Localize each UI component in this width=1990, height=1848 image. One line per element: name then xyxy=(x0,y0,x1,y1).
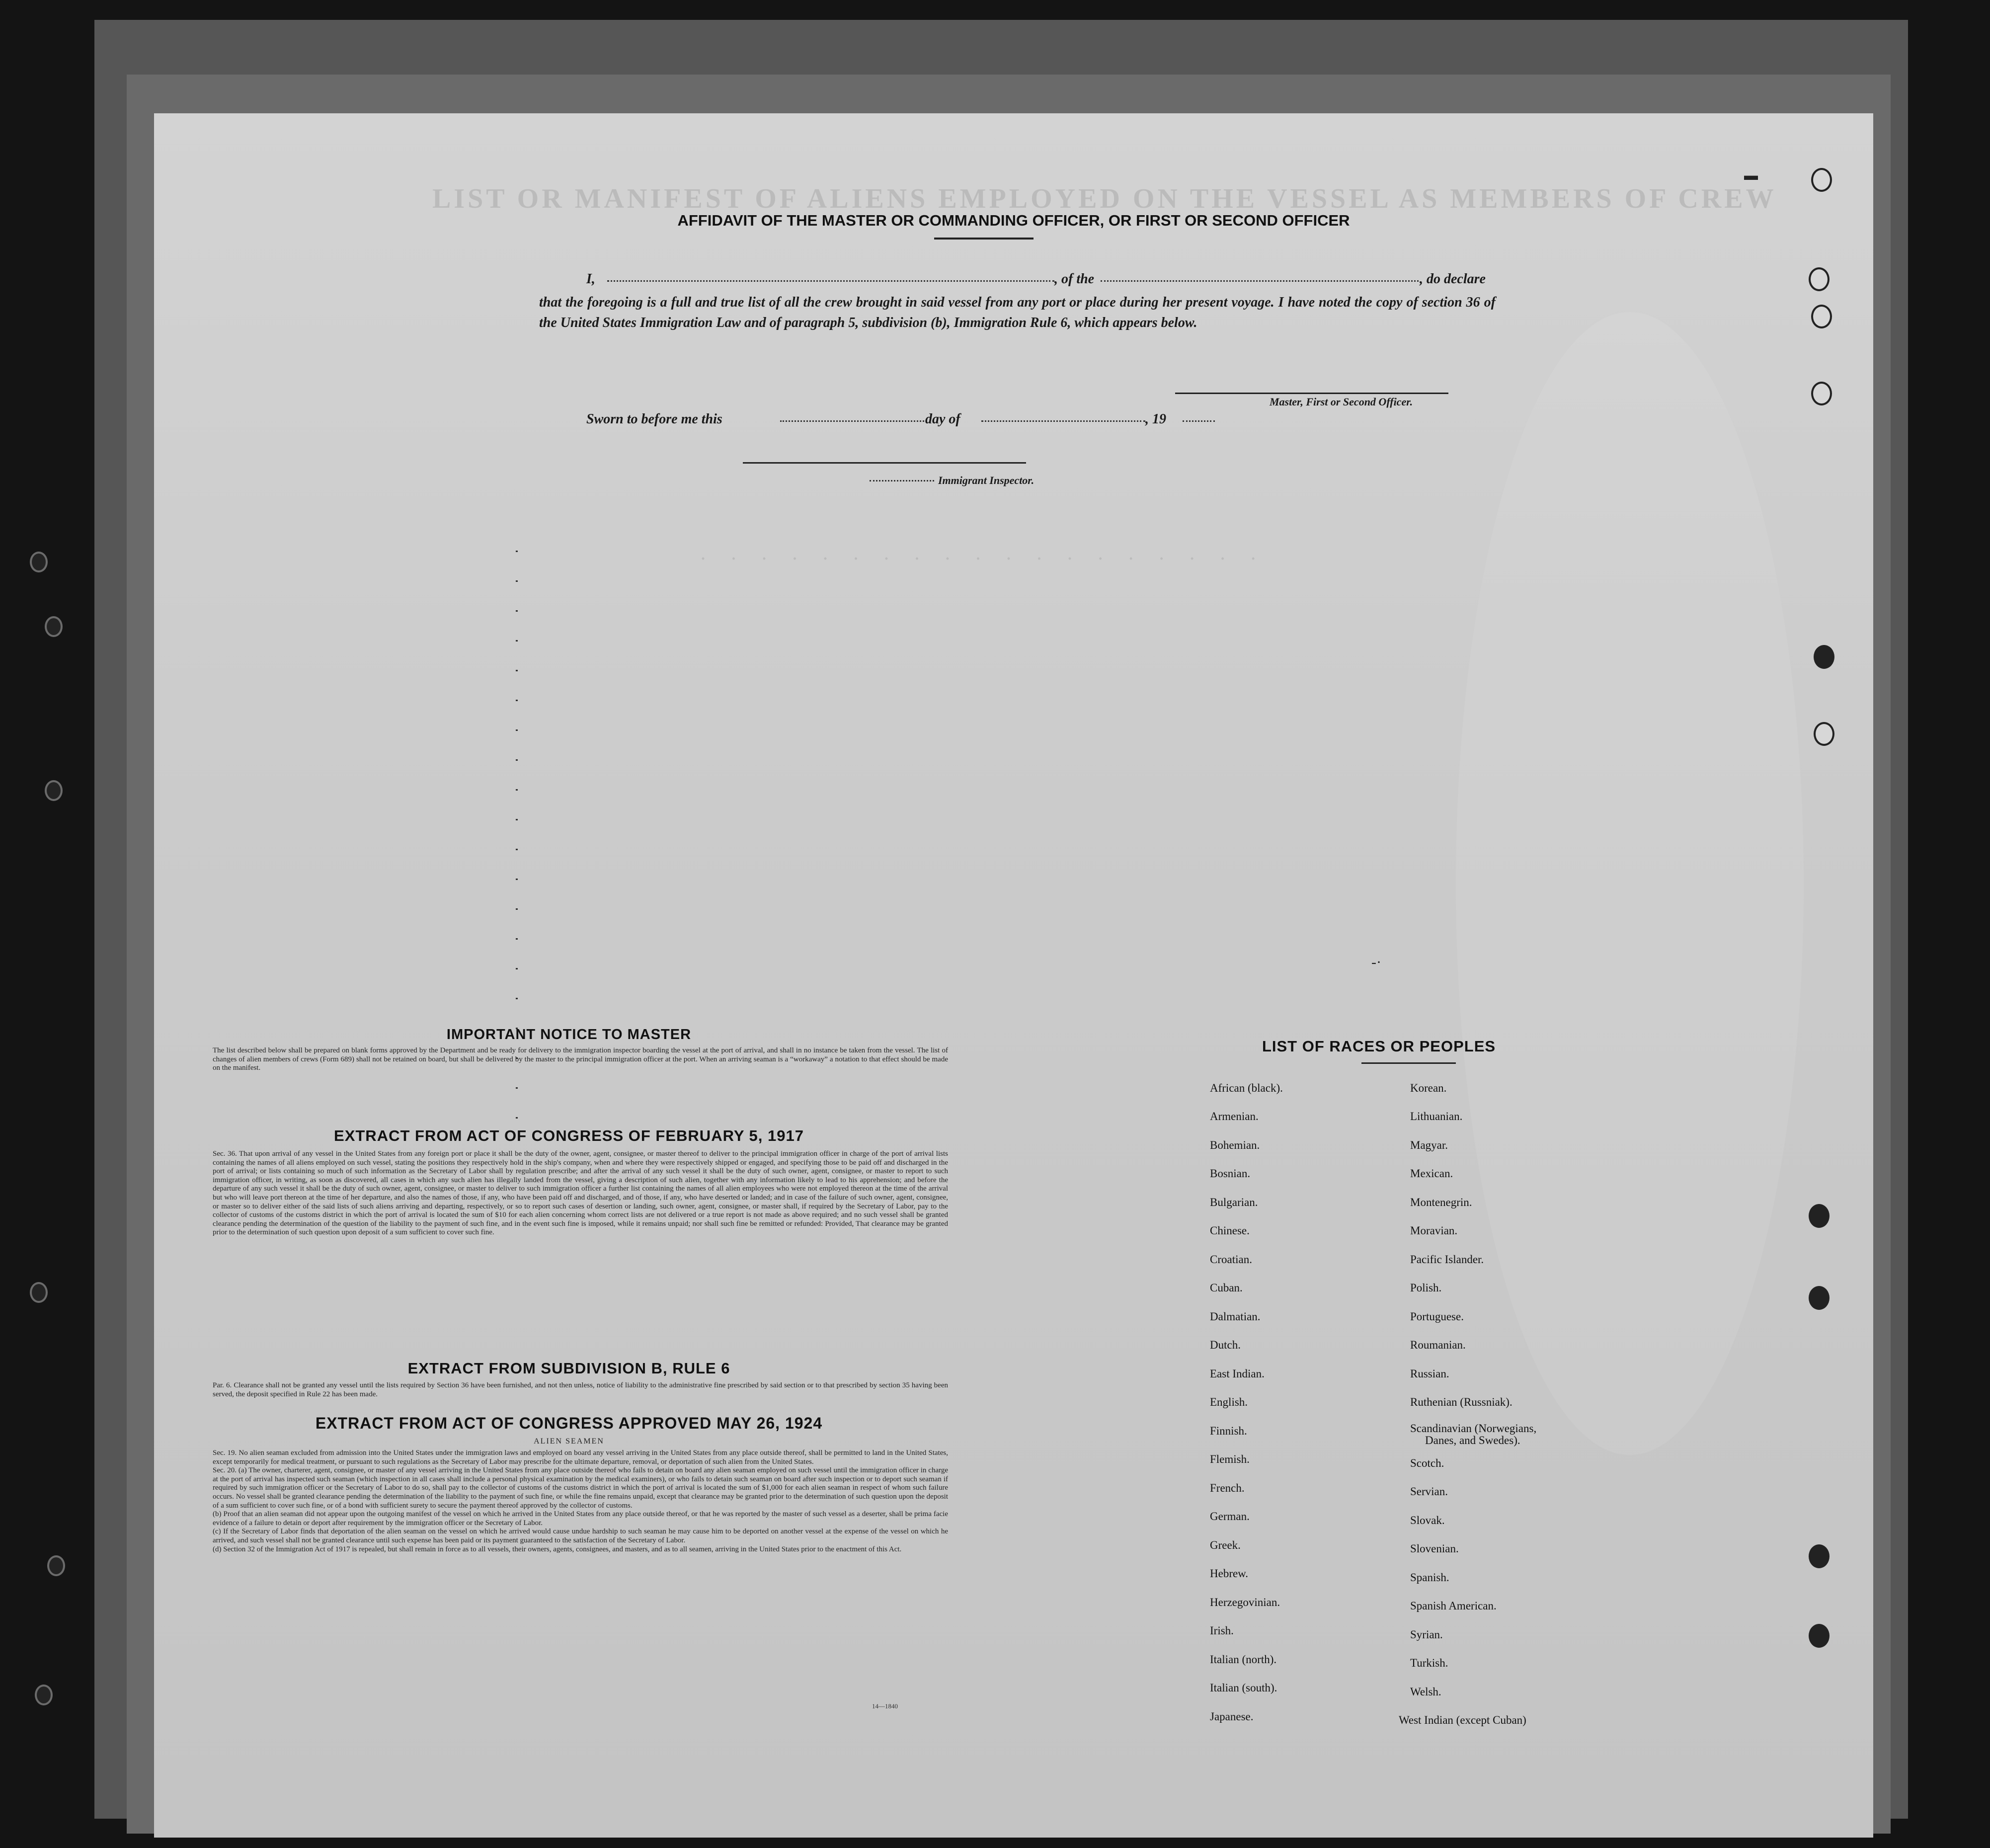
punch-hole xyxy=(1809,1286,1830,1310)
race-item: Moravian. xyxy=(1410,1224,1458,1237)
race-item: Portuguese. xyxy=(1410,1310,1464,1323)
race-item: Herzegovinian. xyxy=(1210,1596,1280,1608)
paper-stain xyxy=(1456,312,1804,1455)
row-tick xyxy=(516,879,518,880)
sworn-day-field[interactable] xyxy=(780,420,924,422)
year-label: , 19 xyxy=(1145,411,1166,427)
row-tick xyxy=(516,610,518,612)
race-item: Scotch. xyxy=(1410,1457,1444,1469)
race-item: Greek. xyxy=(1210,1539,1241,1551)
extract-1924-title: EXTRACT FROM ACT OF CONGRESS APPROVED MAY 26, 1924 xyxy=(315,1414,823,1432)
race-item: English. xyxy=(1210,1396,1248,1408)
row-tick xyxy=(516,700,518,701)
race-item: Spanish. xyxy=(1410,1571,1449,1584)
row-tick xyxy=(516,908,518,910)
races-title: LIST OF RACES OR PEOPLES xyxy=(1262,1038,1496,1055)
race-item: Bulgarian. xyxy=(1210,1196,1258,1208)
extract-1917-text: Sec. 36. That upon arrival of any vessel in the United States from any foreign port or place it shall be the duty of the owner, agent, consignee, or master thereof to deliver to the principal immigration officer in charge of the port of arrival lists containing the names of all aliens employed on such vessel, stating the positions they respectively hold in the ship's company, when and where they were respectively shipped or engaged, and specifying those to be paid off and discharged in the port of arrival; or lists containing so much of such information as the Secretary of Labor shall by regulation prescribe; and after the arrival of any such vessel it shall be the duty of such owner, agent, consignee, or master to report to such immigration officer, in writing, as soon as discovered, all cases in which any such alien has illegally landed from the vessel, giving a description of such alien, together with any information likely to lead to his apprehension; and before the departure of any such vessel it shall be the duty of such owner, agent, consignee, or master to deliver to such immigration officer a further list containing the names of all alien employees who were not employed thereon at the time of the arrival but who will leave port thereon at the time of her departure, and also the names of those, if any, who have been paid off and discharged, and of those, if any, who have deserted or landed; and in case of the failure of such owner, agent, consignee, or master so to deliver either of the said lists of such aliens arriving and departing, respectively, or so to report such cases of desertion or landing, such owner, agent, consignee, or master shall, if required by the Secretary of Labor, pay to the collector of customs of the customs district in which the port of arrival is located the sum of $10 for each alien concerning whom correct lists are not delivered or a true report is not made as above required; and no such vessel shall be granted clearance pending the determination of the question of the liability to the payment of such fine, and in the event such fine is imposed, while it remains unpaid; nor shall such fine be remitted or refunded: Provided, That clearance may be granted prior to the determination of such question upon deposit of a sum sufficient to cover such fine. xyxy=(213,1150,948,1237)
row-tick xyxy=(516,819,518,820)
inspector-label: Immigrant Inspector. xyxy=(938,474,1035,486)
notice-title: IMPORTANT NOTICE TO MASTER xyxy=(446,1027,692,1043)
sec-20a-paragraph: Sec. 20. (a) The owner, charterer, agent, consignee, or master of any vessel arriving in the United States from any place outside thereof who fails to detain on board any alien seaman employed on such vessel until the immigration officer in charge at the port of arrival has inspected such seaman (which inspection in all cases shall include a personal physical examination by the medical examiners), or who fails to detain such seaman on board after such inspection or to deport such seaman if required by such immigration officer or the Secretary of Labor to do so, shall pay to the collector of customs of the customs district in which the port of arrival is located the sum of $1,000 for each alien seaman in respect of whom such failure occurs. No vessel shall be granted clearance pending the determination of the liability to the payment of such fine, or while the fine remains unpaid, except that clearance may be granted prior to the determination of such question upon the deposit of a sum sufficient to cover such fine, or of a bond with sufficient surety to secure the payment thereof approved by the collector of customs. xyxy=(213,1466,948,1510)
race-item: Slovenian. xyxy=(1410,1542,1459,1555)
race-item: Irish. xyxy=(1210,1624,1234,1637)
race-item: Bosnian. xyxy=(1210,1167,1251,1180)
race-item: Flemish. xyxy=(1210,1453,1250,1465)
row-tick xyxy=(516,729,518,731)
race-item: Polish. xyxy=(1410,1282,1442,1294)
row-tick xyxy=(516,968,518,969)
race-item: Mexican. xyxy=(1410,1167,1453,1180)
row-tick xyxy=(516,1087,518,1089)
alien-seamen-subtitle: ALIEN SEAMEN xyxy=(534,1437,604,1446)
punch-hole xyxy=(1809,267,1830,291)
race-item: Dalmatian. xyxy=(1210,1310,1261,1323)
ink-mark: -· xyxy=(1371,954,1381,970)
vessel-field[interactable] xyxy=(1101,280,1419,282)
title-underline xyxy=(934,238,1034,240)
binder-hole xyxy=(45,616,63,637)
punch-hole xyxy=(1809,1204,1830,1228)
binder-hole xyxy=(30,552,48,572)
race-item: Hebrew. xyxy=(1210,1567,1249,1580)
affidavit-body: that the foregoing is a full and true list of all the crew brought in said vessel from any port or place during her present voyage. I have noted the copy of section 36 of the United States Immigration Law and of paragraph 5, subdivision (b), Immigration Rule 6, which appears below. xyxy=(539,295,1496,330)
races-title-underline xyxy=(1361,1062,1456,1064)
day-of-label: day of xyxy=(925,411,960,427)
race-item: East Indian. xyxy=(1210,1367,1265,1380)
form-sheet xyxy=(154,113,1873,1838)
race-item: Cuban. xyxy=(1210,1282,1243,1294)
row-tick xyxy=(516,938,518,940)
sworn-year-field[interactable] xyxy=(1183,420,1215,422)
affidavit-i-label: I, xyxy=(586,271,595,287)
binder-hole xyxy=(47,1555,65,1576)
row-tick xyxy=(516,670,518,671)
extract-1924-text xyxy=(213,1449,948,1554)
race-item: German. xyxy=(1210,1510,1250,1523)
row-tick xyxy=(516,640,518,642)
row-tick xyxy=(516,551,518,552)
race-item: Dutch. xyxy=(1210,1339,1241,1351)
race-item: French. xyxy=(1210,1482,1245,1494)
race-item: Magyar. xyxy=(1410,1139,1448,1151)
race-item: Armenian. xyxy=(1210,1110,1259,1123)
race-item: Welsh. xyxy=(1410,1686,1441,1698)
sec-20c-paragraph: (c) If the Secretary of Labor finds that deportation of the alien seaman on the vessel on which he arrived would cause undue hardship to such seaman he may cause him to be deported on another vessel at the expense of the vessel on which he arrived, and such vessel shall not be granted clearance until such expense has been paid or its payment guaranteed to the satisfaction of the Secretary of Labor. xyxy=(213,1527,948,1544)
row-tick xyxy=(516,759,518,761)
extract-rule6-text: Par. 6. Clearance shall not be granted any vessel until the lists required by Section 36 have been furnished, and not then unless, notice of liability to the administrative fine prescribed by said section or to that prescribed by section 35 having been served, the deposit specified in Rule 22 has been made. xyxy=(213,1381,948,1398)
punch-hole xyxy=(1809,1544,1830,1568)
binder-hole xyxy=(35,1685,53,1705)
binder-hole xyxy=(45,780,63,801)
race-item: Korean. xyxy=(1410,1082,1447,1094)
affidavit-declare-label: , do declare xyxy=(1420,271,1486,287)
row-tick xyxy=(516,849,518,850)
race-item: Scandinavian (Norwegians, xyxy=(1410,1422,1537,1435)
bleed-through: LIST OR MANIFEST OF ALIENS EMPLOYED ON THE VESSEL AS MEMBERS OF CREW xyxy=(432,183,1777,214)
punch-hole xyxy=(1814,722,1834,746)
race-item: Japanese. xyxy=(1210,1710,1254,1723)
row-tick xyxy=(516,580,518,582)
notice-text: The list described below shall be prepared on blank forms approved by the Department and be ready for delivery to the immigration inspector boarding the vessel at the port of arrival, and shall in no instance be taken from the vessel. The list of changes of alien members of crews (Form 689) shall not be retained on board, but shall be delivered by the master to the principal immigration officer at the port. When an arriving seaman is a “workaway” a notation to that effect should be made on the manifest. xyxy=(213,1046,948,1072)
inspector-signature-line[interactable] xyxy=(743,462,1026,464)
race-item: Finnish. xyxy=(1210,1425,1247,1437)
binder-hole xyxy=(30,1282,48,1303)
sec-20d-paragraph: (d) Section 32 of the Immigration Act of 1917 is repealed, but shall remain in force as to all vessels, their owners, agents, consignees, and masters, and as to all seamen, arriving in the United States prior to the enactment of this Act. xyxy=(213,1545,902,1553)
sec-19-paragraph: Sec. 19. No alien seaman excluded from admission into the United States under the immigration laws and employed on board any vessel arriving in the United States from any place outside thereof, shall be permitted to land in the United States, except temporarily for medical treatment, or pursuant to such regulations as the Secretary of Labor may prescribe for the ultimate departure, removal, or deportation of such alien from the United States. xyxy=(213,1449,948,1466)
sec-20b-paragraph: (b) Proof that an alien seaman did not appear upon the outgoing manifest of the vessel on which he arrived in the United States from any place outside thereof, or that he was reported by the master of such vessel as a deserter, shall be prima facie evidence of a failure to detain or deport after requirement by the immigration officer or the Secretary of Labor. xyxy=(213,1510,948,1527)
punch-hole xyxy=(1814,645,1834,669)
punch-hole xyxy=(1811,168,1832,192)
race-item: Servian. xyxy=(1410,1485,1448,1498)
race-item: Roumanian. xyxy=(1410,1339,1466,1351)
extract-rule6-title: EXTRACT FROM SUBDIVISION B, RULE 6 xyxy=(407,1360,730,1377)
race-item: Turkish. xyxy=(1410,1657,1448,1669)
punch-hole xyxy=(1811,382,1832,405)
row-tick xyxy=(516,998,518,999)
row-tick xyxy=(516,1117,518,1119)
race-item: Russian. xyxy=(1410,1367,1449,1380)
corner-mark: ▬ xyxy=(1744,168,1758,183)
race-item: Syrian. xyxy=(1410,1628,1443,1641)
name-field[interactable] xyxy=(607,280,1054,282)
inspector-dots xyxy=(870,480,934,482)
race-item: West Indian (except Cuban) xyxy=(1399,1714,1526,1726)
race-item: Italian (south). xyxy=(1210,1682,1277,1694)
signature-line[interactable] xyxy=(1175,393,1448,394)
punch-hole xyxy=(1809,1624,1830,1648)
race-item: Italian (north). xyxy=(1210,1653,1277,1666)
bleed-through: · · · · · · · · · · · · · · · · · · · xyxy=(701,551,1267,567)
race-item: Chinese. xyxy=(1210,1224,1250,1237)
race-item: Pacific Islander. xyxy=(1410,1253,1484,1266)
race-item: Spanish American. xyxy=(1410,1600,1497,1612)
sworn-month-field[interactable] xyxy=(981,420,1145,422)
race-item: Montenegrin. xyxy=(1410,1196,1472,1208)
race-item: Croatian. xyxy=(1210,1253,1252,1266)
race-item: Slovak. xyxy=(1410,1514,1445,1527)
master-signature-label: Master, First or Second Officer. xyxy=(1270,396,1413,408)
affidavit-title: AFFIDAVIT OF THE MASTER OR COMMANDING OFFICER, OR FIRST OR SECOND OFFICER xyxy=(677,212,1350,229)
extract-1917-title: EXTRACT FROM ACT OF CONGRESS OF FEBRUARY 5, 1917 xyxy=(334,1127,804,1144)
race-item: Danes, and Swedes). xyxy=(1425,1434,1520,1446)
affidavit-of-the-label: , of the xyxy=(1054,271,1095,287)
race-item: Ruthenian (Russniak). xyxy=(1410,1396,1512,1408)
race-item: African (black). xyxy=(1210,1082,1283,1094)
race-item: Bohemian. xyxy=(1210,1139,1260,1151)
punch-hole xyxy=(1811,305,1832,328)
form-code: 14—1840 xyxy=(872,1702,898,1710)
row-tick xyxy=(516,789,518,791)
race-item: Lithuanian. xyxy=(1410,1110,1463,1123)
sworn-label: Sworn to before me this xyxy=(586,411,722,427)
